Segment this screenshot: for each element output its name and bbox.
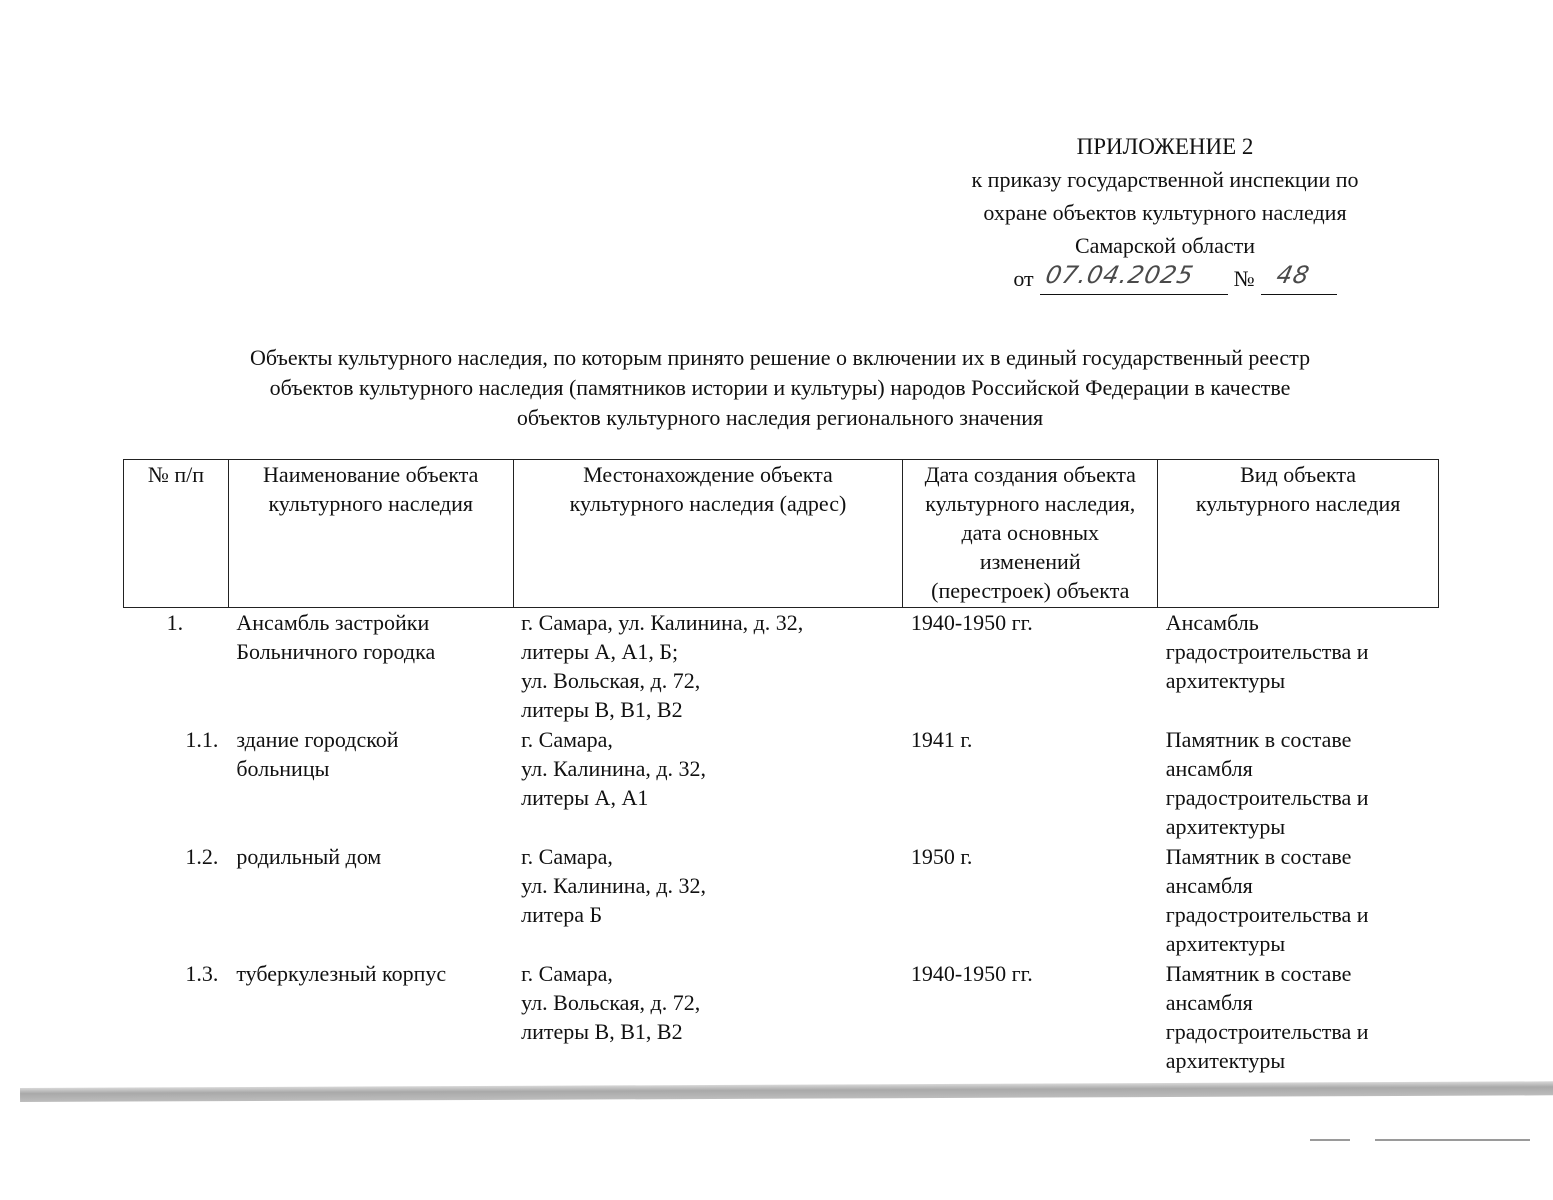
object-date: 1950 г. <box>910 844 973 869</box>
handwritten-number: 48 <box>1273 261 1313 289</box>
handwritten-date: 07.04.2025 <box>1042 261 1197 289</box>
document-title <box>120 343 1440 433</box>
object-kind: Памятник в составе ансамбля градостроительства и архитектуры <box>1165 727 1369 839</box>
heritage-table <box>123 459 1439 1076</box>
object-date: 1940-1950 гг. <box>910 961 1033 986</box>
table-header-row <box>124 460 1439 608</box>
title-line: объектов культурного наследия (памятников истории и культуры) народов Российской Федерации в качестве <box>269 375 1291 400</box>
title-line: объектов культурного наследия регионального значения <box>516 405 1044 430</box>
object-name: здание городской больницы <box>236 727 399 781</box>
object-kind: Памятник в составе ансамбля градостроительства и архитектуры <box>1165 844 1369 956</box>
header-date: Дата создания объекта культурного наследия, дата основных изменений (перестроек) объекта <box>903 460 1158 608</box>
object-name: родильный дом <box>236 844 382 869</box>
object-address: г. Самара, ул. Вольская, д. 72, литеры В, В1, В2 <box>521 961 701 1044</box>
object-address: г. Самара, ул. Калинина, д. 32, литеры А, А1 <box>521 727 707 810</box>
scan-artifact-dash <box>1310 1139 1350 1141</box>
object-kind: Памятник в составе ансамбля градостроительства и архитектуры <box>1165 961 1369 1073</box>
order-date-line <box>940 262 1410 295</box>
appendix-line: Самарской области <box>1074 233 1256 258</box>
object-date: 1940-1950 гг. <box>910 610 1033 635</box>
scan-artifact-dash <box>1375 1139 1530 1141</box>
header-number: № п/п <box>124 460 229 608</box>
title-line: Объекты культурного наследия, по которым принято решение о включении их в единый государственный реестр <box>249 345 1311 370</box>
scan-edge-bar <box>20 1081 1553 1102</box>
table-row <box>124 725 1439 842</box>
table-row <box>124 608 1439 726</box>
row-number: 1.3. <box>185 961 219 986</box>
object-date: 1941 г. <box>910 727 973 752</box>
object-name: туберкулезный корпус <box>236 961 447 986</box>
row-number: 1. <box>166 610 184 635</box>
object-name: Ансамбль застройки Больничного городка <box>236 610 436 664</box>
appendix-line: охране объектов культурного наследия <box>983 200 1347 225</box>
header-kind: Вид объекта культурного наследия <box>1158 460 1439 608</box>
object-address: г. Самара, ул. Калинина, д. 32, литеры А, А1, Б; ул. Вольская, д. 72, литеры В, В1, В2 <box>521 610 804 722</box>
order-number-field <box>1261 261 1337 295</box>
table-row <box>124 842 1439 959</box>
appendix-block <box>920 130 1410 295</box>
date-prefix: от <box>1013 266 1034 291</box>
appendix-line: к приказу государственной инспекции по <box>971 167 1359 192</box>
object-address: г. Самара, ул. Калинина, д. 32, литера Б <box>521 844 707 927</box>
header-name: Наименование объекта культурного наследия <box>228 460 513 608</box>
header-address: Местонахождение объекта культурного наследия (адрес) <box>513 460 903 608</box>
row-number: 1.1. <box>185 727 219 752</box>
row-number: 1.2. <box>185 844 219 869</box>
object-kind: Ансамбль градостроительства и архитектуры <box>1165 610 1369 693</box>
number-prefix: № <box>1233 266 1255 291</box>
appendix-heading: ПРИЛОЖЕНИЕ 2 <box>1076 134 1254 159</box>
order-date-field <box>1040 261 1228 295</box>
table-row <box>124 959 1439 1076</box>
